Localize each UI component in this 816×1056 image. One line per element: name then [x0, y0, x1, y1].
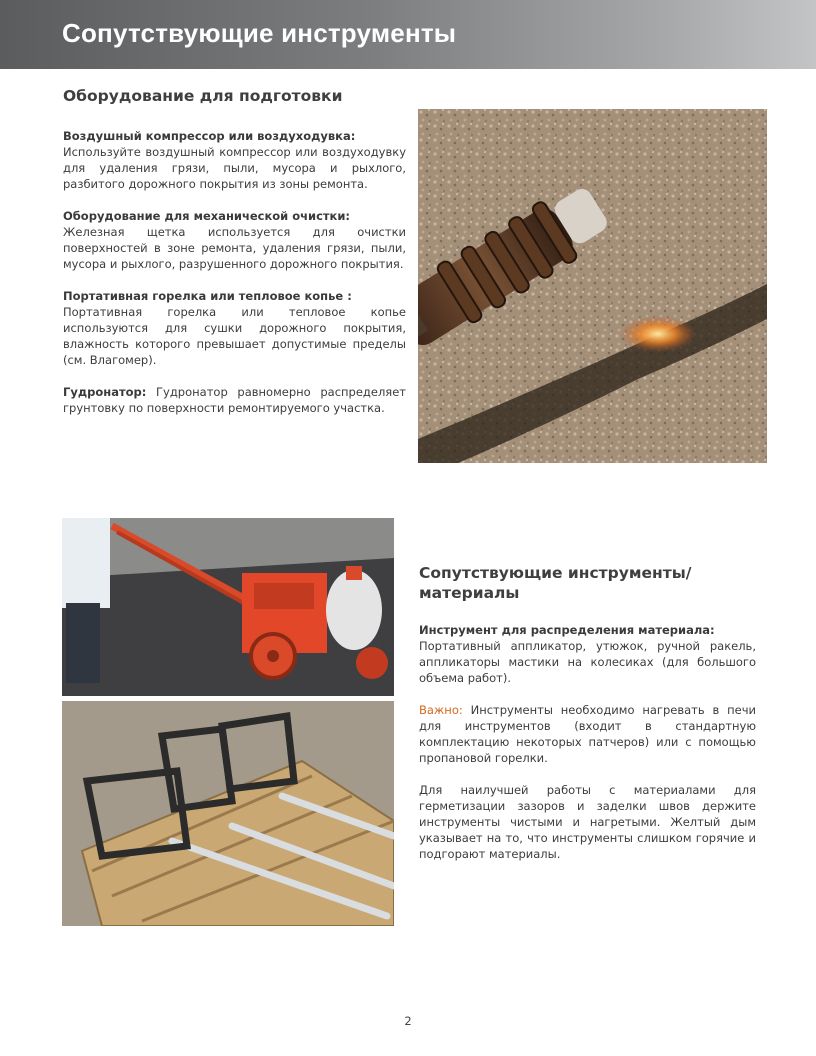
section-heading-tools-materials: Сопутствующие инструменты/материалы	[419, 564, 692, 602]
page-title: Сопутствующие инструменты	[62, 18, 457, 48]
tools-materials-text	[419, 622, 756, 878]
item-term: Портативная горелка или тепловое копье :	[63, 289, 352, 303]
item-term: Оборудование для механической очистки:	[63, 209, 351, 223]
page-number: 2	[404, 1014, 412, 1028]
item-distribution-tool	[419, 622, 756, 686]
important-label: Важно:	[419, 703, 463, 717]
item-term: Инструмент для распределения материала:	[419, 623, 715, 637]
important-note	[419, 702, 756, 766]
preparation-equipment-list	[63, 128, 406, 432]
tar-kettle-photo	[62, 518, 394, 696]
item-term: Воздушный компрессор или воздуходувка:	[63, 129, 356, 143]
item-description: Портативная горелка или тепловое копье используются для сушки дорожного покрытия, влажность которого превышает допустимые пределы (см. Влагомер).	[63, 305, 406, 367]
section-heading-preparation: Оборудование для подготовки	[63, 87, 343, 105]
item-term: Гудронатор:	[63, 385, 147, 399]
application-tools-photo	[62, 701, 394, 926]
item-description: Используйте воздушный компрессор или воздуходувку для удаления грязи, пыли, мусора и рыхлого, разбитого дорожного покрытия из зоны ремонта.	[63, 145, 406, 191]
page-header	[0, 0, 816, 69]
item-distributor	[63, 384, 406, 416]
item-description: Железная щетка используется для очистки поверхностей в зоне ремонта, удаления грязи, пыли, мусора и рыхлого, разрушенного дорожного покрытия.	[63, 225, 406, 271]
item-heat-lance	[63, 288, 406, 368]
item-mechanical-cleaning	[63, 208, 406, 272]
usage-note: Для наилучшей работы с материалами для герметизации зазоров и заделки швов держите инструменты чистыми и нагретыми. Желтый дым указывает на то, что инструменты слишком горячие и подгорают материалы.	[419, 783, 756, 861]
heat-lance-photo	[418, 109, 767, 463]
important-text: Инструменты необходимо нагревать в печи для инструментов (входит в стандартную комплектацию некоторых патчеров) или с помощью пропановой горелки.	[419, 703, 757, 765]
item-description: Гудронатор равномерно распределяет грунтовку по поверхности ремонтируемого участка.	[63, 385, 406, 415]
item-air-compressor	[63, 128, 406, 192]
item-description: Портативный аппликатор, утюжок, ручной ракель, аппликаторы мастики на колесиках (для большого объема работ).	[419, 639, 756, 685]
